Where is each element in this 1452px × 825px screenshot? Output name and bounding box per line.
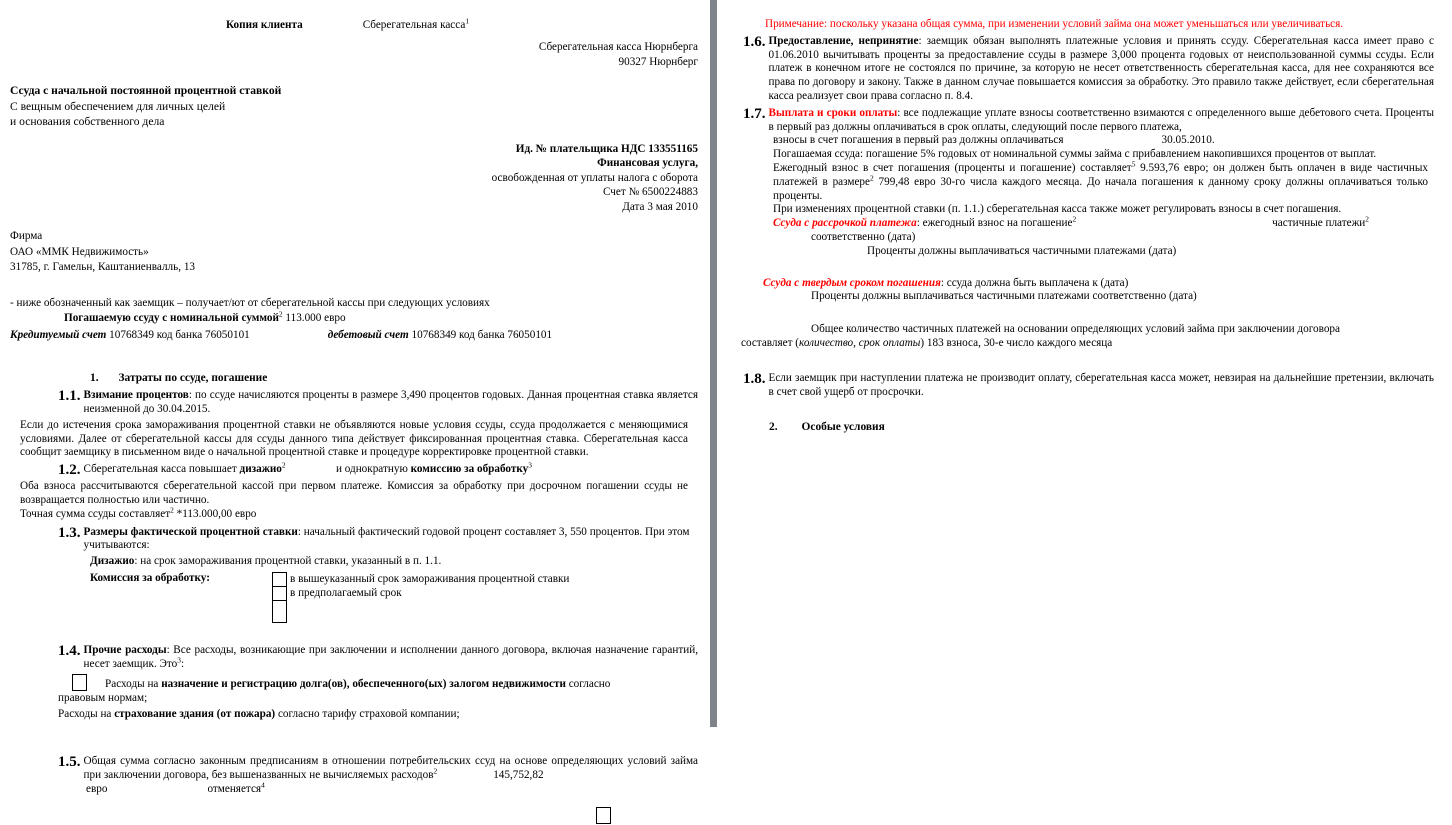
total-installments-line2: составляет (количество, срок оплаты) 183 взноса, 30-е число каждого месяца bbox=[741, 336, 1113, 349]
clause-1-2-paragraph-2: Оба взноса рассчитываются сберегательной кассой при первом платеже. Комиссия за обработку при досрочном погашении ссуды не возвращается полностью или частично. bbox=[20, 480, 688, 507]
clause-1-2-body: Сберегательная касса повышает дизажио$^2$ и однократную комиссию за обработку$^3$ bbox=[83, 460, 532, 476]
clause-1-6-text: : заемщик обязан выполнять платежные условия и принять ссуду. Сберегательная касса имеет право с 01.06.2010 вычитывать проценты за предоставление ссуды в размере 3,000 процента годовых от неиспользованной суммы ссуды. Если платеж в конечном итоге не состоялся по причине, за которую не несет ответственность сберегательная касса, для нее сохраняются все права по договору и закону. Также в данном случае повышается комиссия за обработку. Это правило также действует, если сберегательная касса реализует свои права согласно п. 8.4. bbox=[768, 34, 1434, 102]
nominal-amount-line: Погашаемую ссуду с номинальной суммой$^2$ 113.000 евро bbox=[64, 309, 346, 325]
clause-1-4-footnote-marker: 3 bbox=[177, 655, 181, 665]
vat-id: Ид. № плательщика НДС 133551165 bbox=[515, 142, 698, 155]
section-2-title: Особые условия bbox=[801, 421, 885, 434]
clause-1-5-checkbox[interactable] bbox=[596, 807, 611, 824]
firm-address: 31785, г. Гамельн, Каштаниенвалль, 13 bbox=[10, 261, 196, 273]
disagio-footnote-marker: 2 bbox=[281, 460, 286, 470]
fixed-term-loan-label: Ссуда с твердым сроком погашения bbox=[763, 276, 941, 289]
installment-interest-line: Проценты должны выплачиваться частичными платежами (дата) bbox=[867, 244, 1177, 257]
installment-footnote-marker: 2 bbox=[1072, 214, 1077, 224]
other-costs-option-1-checkbox[interactable] bbox=[72, 674, 87, 691]
red-note: Примечание: поскольку указана общая сумма, при изменении условий займа она может уменьшаться или увеличиваться. bbox=[765, 18, 1344, 30]
clause-1-2 bbox=[10, 460, 698, 479]
clause-1-4-number: 1.4. bbox=[58, 643, 81, 660]
clause-1-6-number: 1.6. bbox=[743, 33, 766, 50]
header-row bbox=[10, 18, 698, 32]
clause-1-8-body: Если заемщик при наступлении платежа не производит оплату, сберегательная касса может, невзирая на дальнейшие претензии, включать в счет свой ущерб от просрочки. bbox=[768, 371, 1434, 398]
page-divider bbox=[710, 0, 717, 727]
bank-label: Сберегательная касса$^1$ bbox=[362, 16, 470, 31]
processing-fee-options bbox=[10, 572, 698, 628]
client-copy-label: Копия клиента bbox=[226, 19, 303, 31]
processing-fee-option-3-row[interactable] bbox=[272, 601, 569, 628]
tax-exempt-note: освобожденная от уплаты налога с оборота bbox=[491, 171, 698, 184]
partial-payments-footnote-marker: 2 bbox=[1365, 214, 1369, 224]
partial-payment-footnote-marker: 2 bbox=[870, 173, 874, 183]
clause-1-3-text: : начальный фактический годовой процент составляет 3, 550 процентов. При этом учитываются: bbox=[83, 525, 690, 552]
page-right bbox=[717, 0, 1452, 727]
fixed-term-interest-line: Проценты должны выплачиваться частичными платежами соответственно (дата) bbox=[811, 290, 1197, 303]
partial-payments-label: частичные платежи bbox=[1272, 217, 1366, 230]
intro-block bbox=[10, 297, 698, 343]
debit-account-label: дебетовый счет bbox=[327, 328, 409, 341]
total-installments-italic-note: количество, срок оплаты bbox=[799, 336, 921, 349]
credit-account-label: Кредитуемый счет bbox=[10, 328, 107, 341]
clause-1-6-body bbox=[769, 35, 1435, 104]
firm-block bbox=[10, 229, 698, 276]
clause-1-2-number: 1.2. bbox=[58, 462, 81, 479]
account-number: Счет № 6500224883 bbox=[602, 186, 698, 198]
processing-fee-option-1-row[interactable] bbox=[272, 572, 569, 587]
section-2-heading bbox=[735, 417, 1434, 435]
other-costs-option-1-label: Расходы на назначение и регистрацию долга(ов), обеспеченного(ых) залогом недвижимости согласно bbox=[105, 677, 611, 690]
processing-fee-footnote-marker: 3 bbox=[528, 460, 532, 470]
clause-1-1-text: : по ссуде начисляются проценты в размере 3,490 процентов годовых. Данная процентная ставка является неизменной до 30.04.2015. bbox=[83, 389, 698, 416]
clause-1-7-paragraph-3: Ежегодный взнос в счет погашения (проценты и погашение) составляет$^5$ 9.593,76 евро; он должен быть оплачен в виде частичных платежей в размере$^2$ 799,48 евро 30-го числа каждого месяца. До начала погашения к данному сроку должны оплачиваться только проценты. bbox=[773, 159, 1428, 202]
processing-fee-options-label: Комиссия за обработку: bbox=[90, 572, 210, 585]
processing-fee-option-2-checkbox[interactable] bbox=[272, 586, 287, 601]
clause-1-5-footnote-marker: 2 bbox=[433, 766, 438, 776]
title-line-2: С вещным обеспечением для личных целей bbox=[10, 99, 226, 113]
installment-loan-row: Ссуда с рассрочкой платежа: ежегодный взнос на погашение$^2$ частичные платежи$^2$ bbox=[773, 214, 1369, 230]
credit-account-value: 10768349 код банка 76050101 bbox=[106, 328, 250, 341]
clause-1-1-paragraph-2: Если до истечения срока замораживания процентной ставки не объявляются новые условия ссуды, ссуда продолжается с меняющимися условиями. Далее от сберегательной кассы для ссуды данного типа действует фиксированная процентная ставка. Сберегательная касса сообщит заемщику в письменном виде о начальной процентной ставке и процедуре корректировке процентной ставки. bbox=[20, 418, 688, 459]
processing-fee-option-2-row[interactable] bbox=[272, 586, 569, 601]
accounts-line bbox=[10, 329, 698, 343]
bank-label-footnote-marker: 1 bbox=[465, 16, 470, 26]
clause-1-8 bbox=[735, 372, 1434, 400]
total-amount-value: 145,752,82 bbox=[493, 769, 544, 782]
clause-1-1 bbox=[10, 389, 698, 417]
exact-amount-footnote-marker: 2 bbox=[170, 505, 174, 515]
annual-payment-footnote-marker: 5 bbox=[1131, 159, 1136, 169]
clause-1-5-text: Общая сумма согласно законным предписаниям в отношении потребительских ссуд на основе определяющих условий займа при заключении договора, без вышеназванных не вычисляемых расходов bbox=[83, 755, 698, 782]
processing-fee-option-2-label: в предполагаемый срок bbox=[289, 586, 402, 599]
bank-address bbox=[10, 40, 698, 69]
bank-meta-block bbox=[10, 142, 698, 215]
clause-1-3-body bbox=[84, 526, 699, 554]
fixed-term-loan-row: Ссуда с твердым сроком погашения: ссуда должна быть выплачена к (дата) bbox=[763, 276, 1129, 289]
clause-1-5-currency-row bbox=[10, 780, 698, 797]
other-costs-option-2-label: Расходы на страхование здания (от пожара) согласно тарифу страховой компании; bbox=[58, 708, 460, 721]
clause-1-8-number: 1.8. bbox=[743, 370, 766, 387]
clause-1-3-lead: Размеры фактической процентной ставки bbox=[83, 525, 298, 538]
clause-1-7-number: 1.7. bbox=[743, 105, 766, 122]
clause-1-5-checkbox-row[interactable] bbox=[10, 807, 698, 825]
clause-1-4-lead: Прочие расходы bbox=[83, 644, 167, 657]
processing-fee-checkbox-stack bbox=[272, 572, 569, 628]
section-1-heading bbox=[10, 368, 698, 386]
firm-name: ОАО «ММК Недвижимость» bbox=[10, 245, 149, 258]
section-1-title: Затраты по ссуде, погашение bbox=[118, 372, 268, 385]
clause-1-7-text: : все подлежащие уплате взносы соответственно взимаются с определенного выше дебетового счета. Проценты в первый раз должны оплачиваться в срок оплаты, следующий после первого платежа, bbox=[768, 106, 1435, 133]
processing-fee-option-3-checkbox[interactable] bbox=[272, 601, 287, 623]
clause-1-7-body bbox=[769, 107, 1435, 135]
debit-account-value: 10768349 код банка 76050101 bbox=[408, 328, 553, 341]
clause-1-6 bbox=[735, 35, 1434, 104]
total-amount-currency: евро bbox=[86, 782, 108, 795]
installment-date-line: соответственно (дата) bbox=[811, 230, 916, 243]
total-installments-line1: Общее количество частичных платежей на основании определяющих условий займа при заключении договора bbox=[811, 323, 1340, 336]
clause-1-1-body bbox=[84, 389, 699, 417]
document-date: Дата 3 мая 2010 bbox=[622, 200, 698, 213]
clause-1-5-body bbox=[84, 755, 699, 783]
clause-1-1-number: 1.1. bbox=[58, 388, 81, 405]
cancel-footnote-marker: 4 bbox=[261, 780, 265, 790]
clause-1-4-body: Прочие расходы: Все расходы, возникающие при заключении и исполнении данного договора, включая назначение гарантий, несет заемщик. Это$^3$: bbox=[83, 644, 698, 670]
clause-1-6-lead: Предоставление, непринятие bbox=[768, 34, 919, 47]
page-left bbox=[0, 0, 710, 795]
other-costs-option-1-line2: правовым нормам; bbox=[58, 691, 148, 704]
disagio-term-line: Дизажио: на срок замораживания процентной ставки, указанный в п. 1.1. bbox=[90, 555, 442, 568]
first-repayment-date: 30.05.2010. bbox=[1161, 134, 1215, 147]
clause-1-5-number: 1.5. bbox=[58, 754, 81, 771]
disagio-term: дизажио bbox=[239, 463, 282, 476]
firm-label: Фирма bbox=[10, 230, 43, 242]
document-title bbox=[10, 83, 698, 130]
nominal-footnote-marker: 2 bbox=[278, 309, 283, 319]
clause-1-5 bbox=[10, 755, 698, 783]
financial-service-label: Финансовая услуга, bbox=[597, 157, 698, 169]
clause-1-1-lead: Взимание процентов bbox=[83, 389, 189, 402]
clause-1-2-exact-amount: Точная сумма ссуды составляет$^2$ *113.000,00 евро bbox=[20, 505, 257, 520]
processing-fee-term: комиссию за обработку bbox=[410, 463, 529, 476]
clause-1-7 bbox=[735, 107, 1434, 135]
section-1-number: 1. bbox=[90, 372, 99, 385]
clause-1-3-number: 1.3. bbox=[58, 524, 81, 541]
installment-loan-label: Ссуда с рассрочкой платежа bbox=[773, 217, 917, 230]
borrower-intro-line: - ниже обозначенный как заемщик – получает/ют от сберегательной кассы при следующих условиях bbox=[10, 296, 490, 309]
clause-1-7-paragraph-4: При изменениях процентной ставки (п. 1.1.) сберегательная касса также может регулировать взносы в счет погашения. bbox=[773, 203, 1342, 216]
cancel-word: отменяется bbox=[207, 782, 262, 795]
bank-address-line2: 90327 Нюрнберг bbox=[618, 55, 698, 68]
clause-1-7-lead: Выплата и сроки оплаты bbox=[768, 106, 898, 119]
title-line-3: и основания собственного дела bbox=[10, 115, 165, 128]
other-costs-option-1-row[interactable] bbox=[10, 674, 698, 692]
section-2-number: 2. bbox=[769, 421, 778, 434]
processing-fee-option-1-checkbox[interactable] bbox=[272, 572, 287, 587]
clause-1-4-text: : Все расходы, возникающие при заключении и исполнении данного договора, включая назначение гарантий, несет заемщик. Это bbox=[83, 644, 698, 670]
clause-1-3 bbox=[10, 526, 698, 554]
processing-fee-option-1-label: в вышеуказанный срок замораживания процентной ставки bbox=[289, 572, 570, 585]
clause-1-7-paragraph-2: Погашаемая ссуда: погашение 5% годовых от номинальной суммы займа с прибавлением накопившихся процентов от выплат. bbox=[773, 148, 1377, 161]
clause-1-4 bbox=[10, 644, 698, 672]
title-line-1: Ссуда с начальной постоянной процентной ставкой bbox=[10, 84, 282, 97]
bank-address-line1: Сберегательная касса Нюрнберга bbox=[538, 41, 698, 53]
clause-1-7-first-payment-row: взносы в счет погашения в первый раз должны оплачиваться 30.05.2010. bbox=[773, 134, 1215, 147]
